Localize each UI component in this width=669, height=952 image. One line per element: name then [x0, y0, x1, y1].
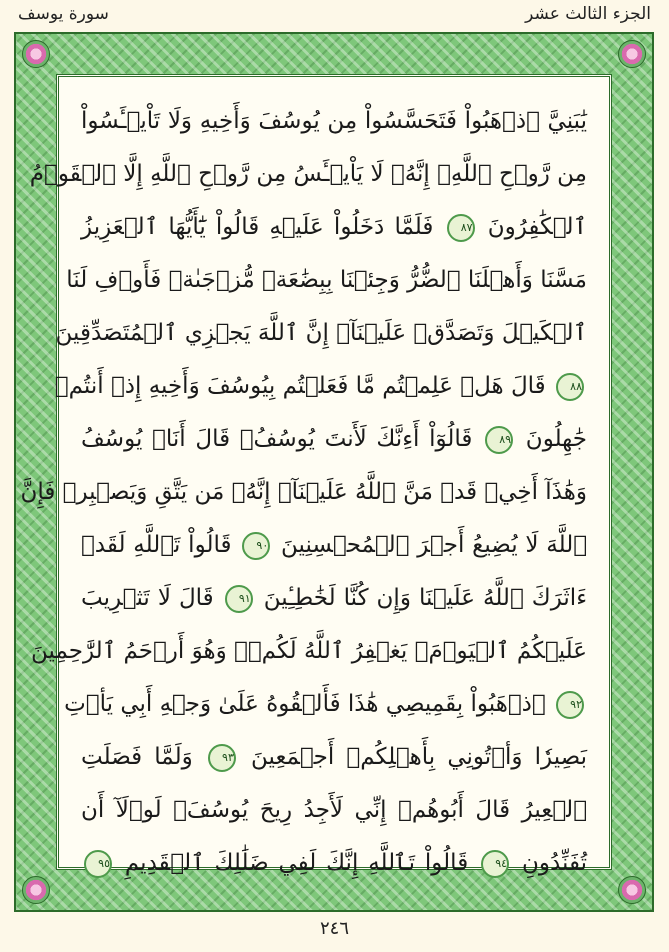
- verse-text: قَالُواْ تَٱللَّهِ إِنَّكَ لَفِي ضَلَٰلِكَ ٱلۡقَدِيمِ: [124, 850, 469, 876]
- ayah-number-marker: ٩٠: [242, 532, 270, 560]
- verse-line: [81, 201, 587, 254]
- verse-line: [81, 413, 587, 466]
- verse-line: [54, 360, 587, 413]
- ornamental-frame: [14, 32, 654, 912]
- verse-text: ٱللَّهَ لَا يُضِيعُ أَجۡرَ ٱلۡمُحۡسِنِينَ: [281, 532, 588, 558]
- flower-ornament-icon: [618, 876, 646, 904]
- verse-line: [66, 254, 587, 307]
- page-number: ٢٤٦: [319, 918, 349, 939]
- verse-text: وَلَمَّا فَصَلَتِ: [81, 744, 193, 770]
- page-header: [0, 0, 669, 30]
- verse-line: [81, 837, 587, 890]
- verse-text: ءَاثَرَكَ ٱللَّهُ عَلَيۡنَا وَإِن كُنَّا لَخَٰطِـِٔينَ: [263, 585, 588, 611]
- verse-text: فَلَمَّا دَخَلُواْ عَلَيۡهِ قَالُواْ يَٰٓأَيُّهَا ٱلۡعَزِيزُ: [81, 214, 434, 240]
- juz-title: الجزء الثالث عشر: [525, 4, 651, 24]
- verse-text: قَالُوٓاْ أَءِنَّكَ لَأَنتَ يُوسُفُۖ قَالَ أَنَا۠ يُوسُفُ: [81, 426, 473, 452]
- verse-text: عَلَيۡكُمُ ٱلۡيَوۡمَۖ يَغۡفِرُ ٱللَّهُ لَكُمۡۖ وَهُوَ أَرۡحَمُ ٱلرَّٰحِمِينَ: [31, 638, 587, 664]
- flower-ornament-icon: [22, 876, 50, 904]
- verse-line: [81, 784, 587, 837]
- verse-text: قَالُواْ تَٱللَّهِ لَقَدۡ: [81, 532, 232, 558]
- verse-text: تُفَنِّدُونِ: [521, 850, 587, 876]
- ayah-number-marker: ٩٤: [481, 850, 509, 878]
- verse-line: [81, 731, 587, 784]
- verse-text: بَصِيرٗا وَأۡتُونِي بِأَهۡلِكُمۡ أَجۡمَعِينَ: [251, 744, 588, 770]
- verse-line: [81, 519, 587, 572]
- ayah-number-marker: ٨٨: [556, 373, 584, 401]
- ayah-number-marker: ٩١: [225, 585, 253, 613]
- verse-text: ٱلۡكَٰفِرُونَ: [487, 214, 588, 240]
- verse-line: [64, 678, 587, 731]
- flower-ornament-icon: [618, 40, 646, 68]
- flower-ornament-icon: [22, 40, 50, 68]
- surah-title: سورة يوسف: [18, 4, 109, 24]
- text-panel: [20, 74, 612, 876]
- verse-line: [55, 307, 587, 360]
- ayah-number-marker: ٩٢: [556, 691, 584, 719]
- verse-text: ٱلۡعِيرُ قَالَ أَبُوهُمۡ إِنِّي لَأَجِدُ رِيحَ يُوسُفَۖ لَوۡلَآ أَن: [81, 797, 587, 823]
- verse-text: ٱلۡكَيۡلَ وَتَصَدَّقۡ عَلَيۡنَآۖ إِنَّ ٱللَّهَ يَجۡزِي ٱلۡمُتَصَدِّقِينَ: [55, 320, 587, 346]
- verse-text: يَٰبَنِيَّ ٱذۡهَبُواْ فَتَحَسَّسُواْ مِن يُوسُفَ وَأَخِيهِ وَلَا تَاْيۡـَٔسُواْ: [81, 108, 587, 134]
- verse-text: قَالَ لَا تَثۡرِيبَ: [81, 585, 214, 611]
- verse-text: مِن رَّوۡحِ ٱللَّهِۖ إِنَّهُۥ لَا يَاْيۡـَٔسُ مِن رَّوۡحِ ٱللَّهِ إِلَّا ٱلۡقَوۡمُ: [29, 161, 587, 187]
- ayah-number-marker: ٩٣: [208, 744, 236, 772]
- verse-line: [31, 625, 587, 678]
- verse-line: [81, 95, 587, 148]
- verse-text: ٱذۡهَبُواْ بِقَمِيصِي هَٰذَا فَأَلۡقُوهُ عَلَىٰ وَجۡهِ أَبِي يَأۡتِ: [64, 691, 546, 717]
- verse-text: جَٰهِلُونَ: [525, 426, 588, 452]
- verse-text: مَسَّنَا وَأَهۡلَنَا ٱلضُّرُّ وَجِئۡنَا بِبِضَٰعَةٖ مُّزۡجَىٰةٖ فَأَوۡفِ لَنَا: [66, 267, 587, 293]
- verse-line: [29, 148, 587, 201]
- verse-lines: [20, 95, 588, 890]
- verse-text: وَهَٰذَآ أَخِيۖ قَدۡ مَنَّ ٱللَّهُ عَلَيۡنَآۖ إِنَّهُۥ مَن يَتَّقِ وَيَصۡبِرۡ فَإِنَّ: [20, 479, 587, 505]
- verse-line: [20, 466, 587, 519]
- ayah-number-marker: ٨٩: [485, 426, 513, 454]
- verse-line: [81, 572, 587, 625]
- verse-text: قَالَ هَلۡ عَلِمۡتُم مَّا فَعَلۡتُم بِيُوسُفَ وَأَخِيهِ إِذۡ أَنتُمۡ: [54, 373, 546, 399]
- ayah-number-marker: ٩٥: [84, 850, 112, 878]
- ayah-number-marker: ٨٧: [447, 214, 475, 242]
